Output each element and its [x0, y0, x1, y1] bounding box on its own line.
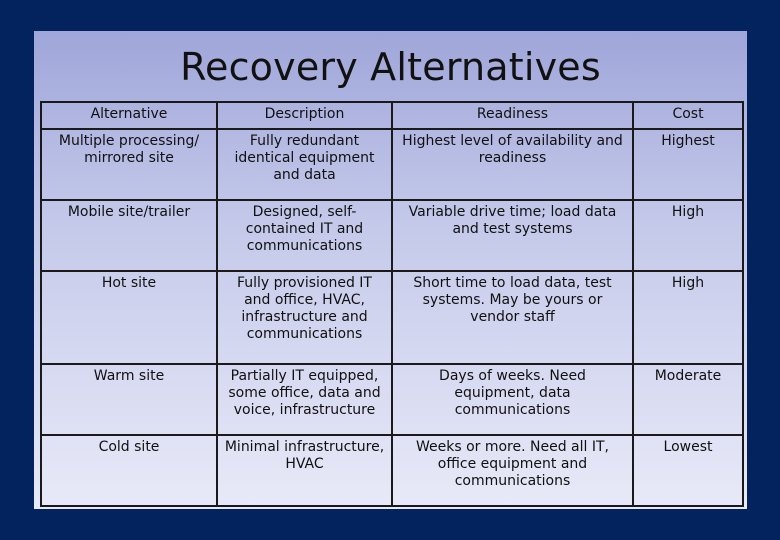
table-row — [41, 271, 743, 364]
cell-readiness: Highest level of availability and readiness — [392, 129, 633, 200]
cell-cost: High — [633, 271, 743, 364]
cell-description: Minimal infrastructure, HVAC — [217, 435, 392, 506]
cell-description: Partially IT equipped, some office, data and voice, infrastructure — [217, 364, 392, 435]
table-row — [41, 364, 743, 435]
header-cost: Cost — [633, 102, 743, 129]
cell-readiness: Short time to load data, test systems. May be yours or vendor staff — [392, 271, 633, 364]
cell-alternative: Cold site — [41, 435, 217, 506]
cell-cost: High — [633, 200, 743, 271]
recovery-alternatives-table — [40, 101, 744, 507]
header-alternative: Alternative — [41, 102, 217, 129]
cell-alternative: Warm site — [41, 364, 217, 435]
table-row — [41, 200, 743, 271]
cell-cost: Moderate — [633, 364, 743, 435]
cell-readiness: Weeks or more. Need all IT, office equipment and communications — [392, 435, 633, 506]
cell-description: Fully redundant identical equipment and data — [217, 129, 392, 200]
header-readiness: Readiness — [392, 102, 633, 129]
cell-cost: Lowest — [633, 435, 743, 506]
cell-alternative: Mobile site/trailer — [41, 200, 217, 271]
header-description: Description — [217, 102, 392, 129]
slide — [34, 31, 747, 509]
table-row — [41, 129, 743, 200]
cell-cost: Highest — [633, 129, 743, 200]
slide-title: Recovery Alternatives — [180, 45, 601, 89]
cell-description: Fully provisioned IT and office, HVAC, infrastructure and communications — [217, 271, 392, 364]
cell-alternative: Multiple processing/ mirrored site — [41, 129, 217, 200]
table-row — [41, 435, 743, 506]
cell-readiness: Days of weeks. Need equipment, data communications — [392, 364, 633, 435]
cell-readiness: Variable drive time; load data and test systems — [392, 200, 633, 271]
table-header-row — [41, 102, 743, 129]
cell-alternative: Hot site — [41, 271, 217, 364]
cell-description: Designed, self-contained IT and communications — [217, 200, 392, 271]
